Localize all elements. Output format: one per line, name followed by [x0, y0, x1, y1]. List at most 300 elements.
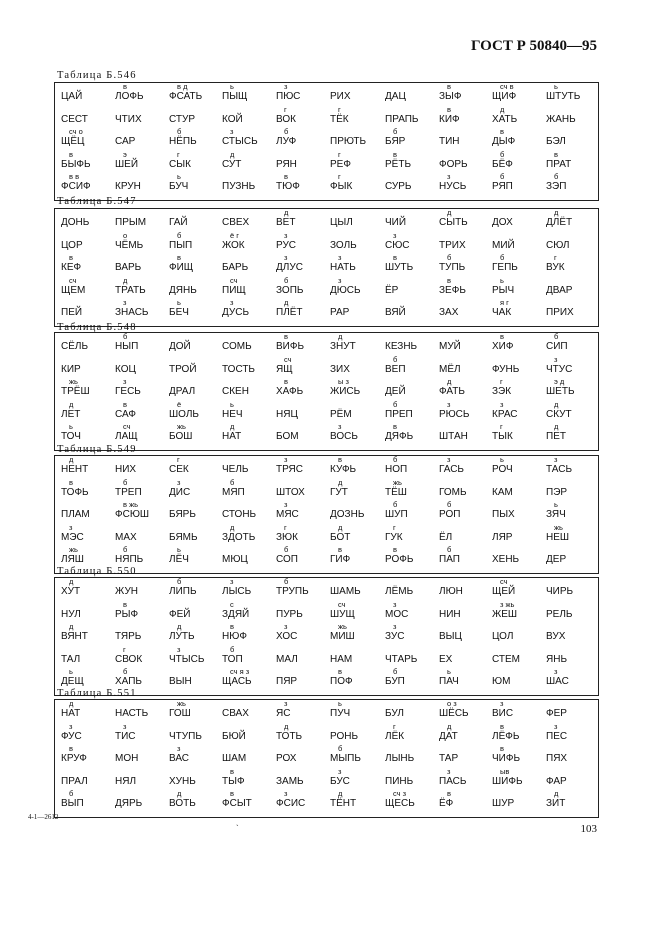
syllable-word: ЕХ [439, 653, 453, 665]
syllable-word: ЧЕЛЬ [222, 464, 249, 475]
transcription-mark: ь [230, 399, 234, 409]
transcription-mark: в [447, 275, 451, 285]
syllable-cell [222, 509, 276, 521]
syllable-cell [222, 341, 276, 353]
table-row [55, 721, 598, 747]
syllable-word: ТЫФ [222, 775, 245, 787]
transcription-mark: з [123, 298, 127, 307]
syllable-word: ГОМЬ [439, 486, 467, 498]
syllable-cell [115, 377, 169, 398]
transcription-mark: г [338, 104, 341, 114]
syllable-cell [546, 522, 600, 544]
syllable-cell [492, 240, 546, 252]
syllable-cell [115, 721, 169, 743]
table-row [55, 522, 598, 548]
syllable-word: РЯП [492, 181, 513, 192]
syllable-word: ТРЯС [276, 464, 304, 475]
syllable-cell [385, 721, 439, 743]
transcription-mark: з [554, 667, 558, 676]
transcription-mark: г [284, 104, 287, 114]
syllable-cell [169, 230, 223, 252]
syllable-cell [546, 114, 600, 126]
syllable-cell [276, 104, 330, 126]
syllable-cell [115, 114, 169, 126]
syllable-word: ШАМЬ [330, 586, 361, 597]
transcription-mark: ь [447, 667, 451, 676]
syllable-cell [330, 522, 384, 544]
syllable-word: КЕЗНЬ [385, 341, 418, 352]
transcription-mark: в [69, 477, 73, 487]
syllable-word: ТЯРЬ [115, 631, 142, 642]
syllable-word: ДОХ [492, 217, 513, 228]
syllable-cell [439, 82, 493, 103]
syllable-cell [439, 341, 493, 353]
syllable-cell [439, 377, 493, 398]
syllable-word: ТРАТЬ [115, 284, 146, 296]
syllable-cell [61, 577, 115, 598]
syllable-cell [222, 399, 276, 421]
syllable-cell [546, 708, 600, 720]
syllable-cell [222, 114, 276, 126]
syllable-cell [439, 699, 493, 720]
syllable-word: ВУК [546, 262, 565, 273]
syllable-cell [169, 776, 223, 788]
syllable-word: ЗДОТЬ [222, 531, 256, 543]
syllable-cell [439, 766, 493, 788]
syllable-word: ДЛУС [276, 262, 303, 273]
transcription-mark: сч [123, 422, 131, 431]
syllable-cell [439, 545, 493, 566]
syllable-cell [61, 422, 115, 443]
syllable-cell [276, 676, 330, 688]
syllable-word: ЖУН [115, 586, 139, 597]
syllable-cell [330, 477, 384, 499]
syllable-word: ПЫЩ [222, 91, 248, 102]
syllable-cell [330, 622, 384, 643]
transcription-mark: д [338, 522, 343, 532]
syllable-word: ВЫП [61, 798, 84, 809]
syllable-word: ЧИФЬ [492, 753, 521, 764]
syllable-cell [330, 364, 384, 376]
transcription-mark: з [284, 622, 288, 631]
transcription-mark: ь [177, 545, 181, 554]
table-row [55, 644, 598, 670]
syllable-word: ШТАН [439, 431, 468, 442]
transcription-mark: б [284, 545, 289, 554]
table-row [55, 172, 598, 197]
syllable-word: ПУЗНЬ [222, 181, 256, 192]
syllable-cell [385, 386, 439, 398]
syllable-cell [276, 654, 330, 666]
syllable-table [54, 577, 599, 696]
syllable-table [54, 82, 599, 201]
syllable-cell [546, 399, 600, 421]
syllable-cell [115, 631, 169, 643]
syllable-word: ЛАЩ [115, 431, 138, 442]
syllable-word: ГОШ [169, 708, 191, 719]
syllable-word: ДИС [169, 486, 191, 498]
transcription-mark: в [284, 332, 288, 341]
syllable-word: НЕШ [546, 531, 570, 543]
syllable-cell [439, 721, 493, 743]
transcription-mark: в [123, 599, 127, 609]
transcription-mark: д [338, 789, 343, 798]
syllable-word: ВАС [169, 753, 190, 764]
syllable-word: ЧТУПЬ [169, 730, 202, 742]
syllable-cell [222, 82, 276, 103]
syllable-word: БЯРЬ [169, 509, 196, 520]
syllable-word: РЕЛЬ [546, 608, 573, 620]
transcription-mark: г [177, 149, 180, 159]
syllable-cell [169, 114, 223, 126]
syllable-word: ЯНЬ [546, 653, 568, 665]
table-row [55, 455, 598, 480]
syllable-word: ФСИС [276, 798, 306, 809]
syllable-word: БОТ [330, 531, 351, 543]
transcription-mark: о [123, 230, 128, 240]
syllable-cell [115, 532, 169, 544]
syllable-word: НЕНТ [61, 464, 89, 475]
syllable-cell [115, 181, 169, 193]
syllable-cell [439, 275, 493, 297]
transcription-mark: б [338, 744, 343, 753]
syllable-word: ДОЗНЬ [330, 509, 365, 520]
syllable-cell [222, 464, 276, 476]
syllable-word: ЦОР [61, 239, 83, 251]
transcription-mark: г [500, 377, 503, 386]
syllable-word: МИШ [330, 631, 355, 642]
syllable-table [54, 455, 599, 574]
syllable-word: ЛЁФЬ [492, 730, 520, 742]
transcription-mark: з [123, 377, 127, 386]
syllable-word: СТЫСЬ [222, 136, 258, 147]
syllable-word: ТЮФ [276, 181, 300, 192]
syllable-word: ТОТЬ [276, 730, 303, 742]
transcription-mark: д [447, 721, 452, 731]
transcription-mark: ыв [500, 766, 510, 776]
transcription-mark: г [284, 522, 287, 532]
syllable-word: ПАП [439, 554, 460, 565]
syllable-word: ШУП [385, 509, 408, 520]
syllable-word: ПРЫМ [115, 217, 147, 228]
syllable-cell [169, 509, 223, 521]
syllable-cell [276, 500, 330, 521]
syllable-word: ПАЧ [439, 676, 459, 687]
syllable-cell [330, 599, 384, 621]
syllable-word: ПУРЬ [276, 608, 303, 620]
syllable-word: СВЕХ [222, 217, 250, 228]
transcription-mark: б [284, 577, 289, 586]
syllable-word: РОЧ [492, 464, 513, 475]
table-row [55, 377, 598, 402]
syllable-word: ЧЁМЬ [115, 239, 144, 251]
syllable-cell [169, 455, 223, 476]
transcription-mark: г [393, 721, 396, 731]
syllable-word: ХИФ [492, 341, 514, 352]
syllable-word: БЁФ [492, 158, 513, 170]
transcription-mark: з [393, 599, 397, 609]
syllable-cell [61, 114, 115, 126]
syllable-word: НЫП [115, 341, 139, 352]
transcription-mark: в [447, 104, 451, 114]
syllable-word: ПЯХ [546, 753, 568, 764]
syllable-cell [385, 708, 439, 720]
syllable-cell [61, 609, 115, 621]
syllable-cell [222, 262, 276, 274]
syllable-cell [222, 577, 276, 598]
syllable-cell [169, 676, 223, 688]
transcription-mark: д [554, 208, 559, 217]
transcription-mark: з [284, 253, 288, 262]
syllable-word: ДЛЁТ [546, 217, 573, 228]
syllable-word: НЕЧ [222, 408, 243, 420]
syllable-word: ХАФЬ [276, 386, 304, 397]
syllable-cell [330, 731, 384, 743]
syllable-word: ВИС [492, 708, 514, 719]
transcription-mark: сч [500, 577, 508, 586]
syllable-cell [169, 341, 223, 353]
transcription-mark: д [338, 477, 343, 487]
syllable-word: НЁПЬ [169, 136, 197, 147]
syllable-word: ВЕТ [276, 217, 296, 228]
syllable-word: СЮС [385, 239, 410, 251]
syllable-word: КУФЬ [330, 464, 357, 475]
syllable-word: ФСЮШ [115, 509, 150, 520]
transcription-mark: сч я з [230, 667, 250, 676]
transcription-mark: б [447, 545, 452, 554]
syllable-cell [492, 676, 546, 688]
syllable-word: ФАТЬ [439, 386, 465, 397]
transcription-mark: ь [177, 172, 181, 181]
syllable-word: МЫПЬ [330, 753, 361, 764]
syllable-cell [222, 230, 276, 252]
transcription-mark: б [230, 644, 235, 654]
table-row [55, 332, 598, 357]
syllable-cell [439, 455, 493, 476]
table-row [55, 699, 598, 724]
syllable-cell [61, 667, 115, 688]
syllable-word: ТОЧ [61, 431, 81, 442]
syllable-word: ШАС [546, 676, 569, 687]
syllable-word: ДУСЬ [222, 307, 250, 318]
syllable-word: ЗЯЧ [546, 509, 566, 520]
syllable-cell [276, 753, 330, 765]
syllable-cell [276, 609, 330, 621]
syllable-word: ДАТ [439, 730, 458, 742]
syllable-word: ВАРЬ [115, 262, 142, 273]
transcription-mark: в [447, 82, 451, 91]
syllable-word: ЧТАРЬ [385, 653, 418, 665]
syllable-cell [61, 91, 115, 103]
syllable-word: РЁМ [330, 408, 352, 420]
transcription-mark: д [230, 422, 235, 431]
syllable-word: ШЁСЬ [439, 708, 469, 719]
syllable-cell [492, 217, 546, 229]
syllable-word: ЗИХ [330, 363, 350, 375]
syllable-word: ПЕС [546, 730, 568, 742]
syllable-cell [169, 731, 223, 743]
transcription-mark: ё г [230, 230, 239, 240]
transcription-mark: в [500, 721, 504, 731]
syllable-cell [61, 364, 115, 376]
syllable-word: ПИНЬ [385, 775, 414, 787]
syllable-cell [546, 240, 600, 252]
syllable-cell [222, 731, 276, 743]
syllable-word: ЛУТЬ [169, 631, 195, 642]
syllable-word: ЦОЛ [492, 631, 514, 642]
table-row [55, 354, 598, 380]
transcription-mark: б [230, 477, 235, 487]
syllable-cell [492, 399, 546, 421]
syllable-cell [546, 172, 600, 193]
syllable-word: КИФ [439, 113, 460, 125]
syllable-cell [546, 487, 600, 499]
syllable-cell [169, 285, 223, 297]
syllable-cell [492, 275, 546, 297]
syllable-word: ДЯНЬ [169, 284, 197, 296]
syllable-word: ПЕЙ [61, 307, 83, 318]
syllable-cell [169, 744, 223, 765]
syllable-cell [439, 667, 493, 688]
syllable-cell [385, 599, 439, 621]
transcription-mark: в [230, 622, 234, 631]
syllable-word: СУРЬ [385, 181, 412, 192]
syllable-word: ВИФЬ [276, 341, 305, 352]
syllable-word: ЧТЫСЬ [169, 653, 205, 665]
syllable-cell [546, 253, 600, 274]
syllable-cell [385, 422, 439, 443]
syllable-word: ШОЛЬ [169, 408, 199, 420]
transcription-mark: з [554, 354, 558, 364]
syllable-cell [385, 399, 439, 421]
transcription-mark: б [500, 149, 505, 159]
transcription-mark: в [230, 789, 234, 798]
transcription-mark: э д [554, 377, 565, 386]
syllable-word: ТЁНТ [330, 798, 357, 809]
syllable-cell [61, 789, 115, 810]
transcription-mark: д [338, 332, 343, 341]
syllable-word: ШУТЬ [385, 262, 414, 273]
syllable-cell [169, 149, 223, 171]
syllable-cell [276, 487, 330, 499]
syllable-word: НЯЛ [115, 775, 137, 787]
syllable-word: ШАМ [222, 753, 247, 764]
transcription-mark: д [284, 721, 289, 731]
syllable-cell [385, 654, 439, 666]
syllable-word: ПЛЁТ [276, 307, 303, 318]
syllable-word: ФСЫТ [222, 798, 252, 809]
syllable-cell [276, 275, 330, 297]
transcription-mark: в [393, 422, 397, 431]
syllable-cell [276, 208, 330, 229]
transcription-mark: в жь [123, 500, 138, 509]
syllable-word: ПРАТ [546, 158, 572, 170]
syllable-cell [330, 172, 384, 193]
syllable-word: ШУЩ [330, 608, 355, 620]
transcription-mark: ь [554, 82, 558, 91]
syllable-cell [61, 307, 115, 319]
syllable-cell [492, 744, 546, 765]
syllable-word: ЗАМЬ [276, 775, 304, 787]
transcription-mark: б [447, 500, 452, 509]
syllable-cell [385, 181, 439, 193]
syllable-cell [492, 422, 546, 443]
syllable-word: СТОНЬ [222, 509, 257, 520]
syllable-word: ЗНУТ [330, 341, 356, 352]
syllable-word: ГУТ [330, 486, 348, 498]
transcription-mark: д [554, 422, 559, 431]
syllable-cell [115, 364, 169, 376]
syllable-word: ПРАЛ [61, 775, 88, 787]
syllable-word: НОП [385, 464, 408, 475]
syllable-word: РЯН [276, 158, 297, 170]
syllable-word: СКУТ [546, 408, 572, 420]
page-number: 103 [580, 823, 597, 835]
syllable-cell [61, 654, 115, 666]
transcription-mark: з [500, 699, 504, 708]
transcription-mark: в [338, 455, 342, 464]
syllable-cell [276, 230, 330, 252]
syllable-word: НУЛ [61, 608, 81, 620]
transcription-mark: в [338, 667, 342, 676]
syllable-word: РЕФ [330, 158, 351, 170]
transcription-mark: з [447, 455, 451, 464]
syllable-word: ЦЫЛ [330, 217, 353, 228]
syllable-word: СОП [276, 554, 298, 565]
syllable-word: РУС [276, 239, 297, 251]
transcription-mark: в [500, 744, 504, 753]
syllable-cell [492, 253, 546, 274]
syllable-cell [385, 522, 439, 544]
syllable-word: ХАПЬ [115, 676, 142, 687]
syllable-word: ЩИФ [492, 91, 517, 102]
syllable-cell [115, 230, 169, 252]
transcription-mark: д [447, 377, 452, 386]
syllable-cell [276, 332, 330, 353]
transcription-mark: жь [69, 545, 78, 554]
syllable-word: ФЫК [330, 181, 353, 192]
transcription-mark: б [554, 332, 559, 341]
syllable-cell [115, 545, 169, 566]
transcription-mark: з [177, 477, 181, 487]
syllable-word: ПРЕП [385, 408, 413, 420]
syllable-cell [492, 172, 546, 193]
transcription-mark: ь [338, 699, 342, 708]
transcription-mark: в [284, 172, 288, 181]
transcription-mark: б [123, 545, 128, 554]
syllable-word: ЧИРЬ [546, 586, 574, 597]
syllable-word: ТРОЙ [169, 363, 197, 375]
transcription-mark: д [123, 275, 128, 285]
syllable-word: ЖАНЬ [546, 113, 576, 125]
syllable-word: КЕФ [61, 262, 82, 273]
syllable-word: ЛЁК [385, 730, 405, 742]
syllable-word: РЮСЬ [439, 408, 470, 420]
syllable-word: ПУЧ [330, 708, 351, 719]
syllable-cell [546, 307, 600, 319]
transcription-mark: д [69, 455, 74, 464]
syllable-word: ШТУТЬ [546, 91, 581, 102]
transcription-mark: жь [393, 477, 402, 487]
syllable-cell [439, 307, 493, 319]
transcription-mark: з [284, 230, 288, 240]
transcription-mark: в [123, 399, 127, 409]
syllable-word: ТРИХ [439, 239, 466, 251]
syllable-cell [385, 667, 439, 688]
syllable-word: РИХ [330, 91, 351, 102]
syllable-cell [330, 422, 384, 443]
transcription-mark: б [393, 127, 398, 136]
